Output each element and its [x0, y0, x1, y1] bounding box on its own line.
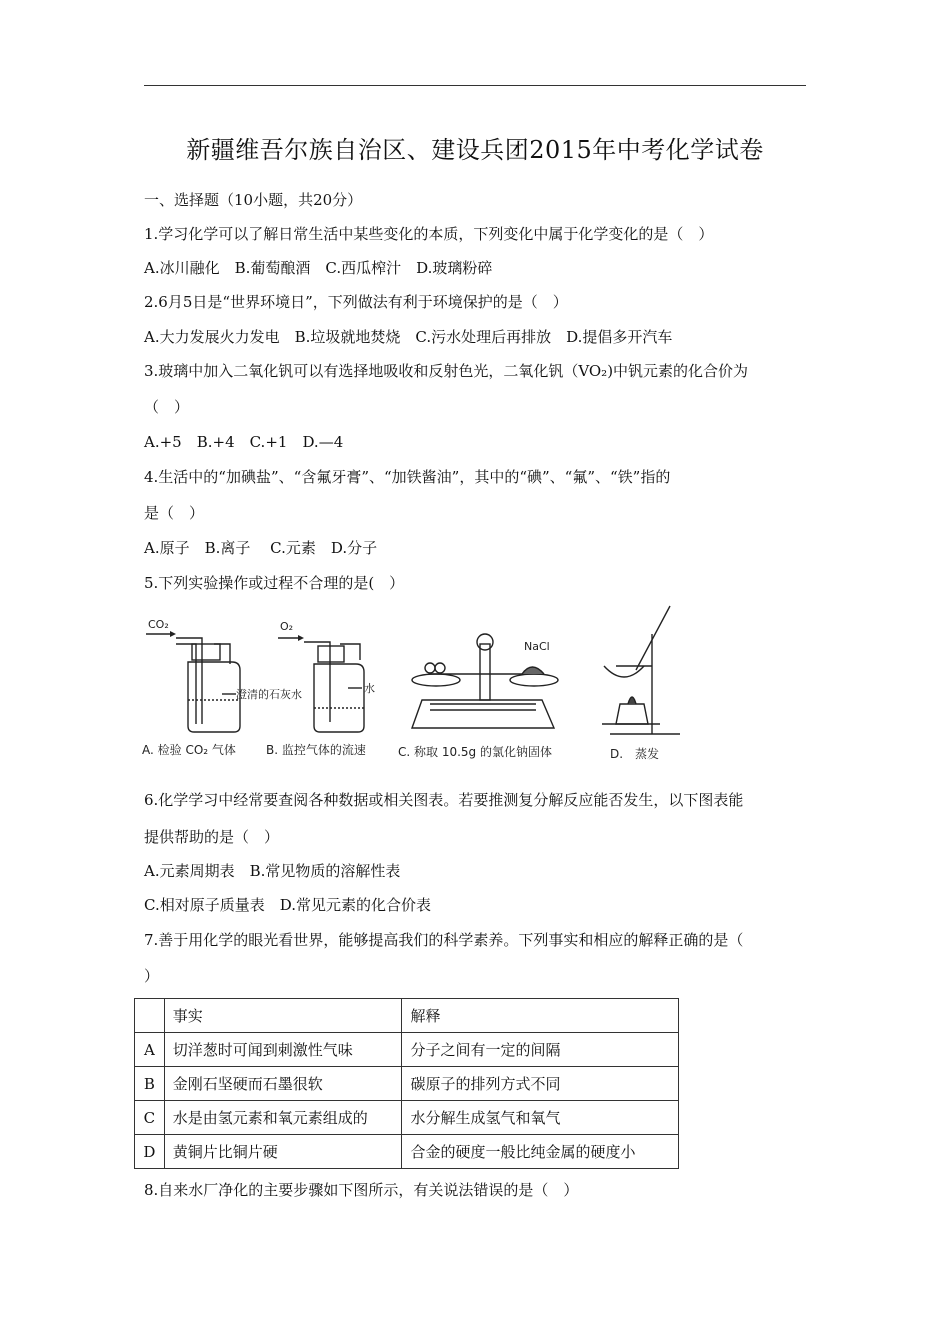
- row-explanation: 合金的硬度一般比纯金属的硬度小: [402, 1135, 679, 1169]
- row-letter: A: [135, 1033, 165, 1067]
- q5-apparatus-figure: [140, 604, 700, 772]
- row-letter: D: [135, 1135, 165, 1169]
- table-header-row: [135, 999, 679, 1033]
- q7-stem: 7.善于用化学的眼光看世界，能够提高我们的科学素养。下列事实和相应的解释正确的是（: [144, 931, 744, 949]
- label-nacl: NaCl: [524, 640, 550, 653]
- row-fact: 水是由氢元素和氧元素组成的: [164, 1101, 402, 1135]
- q1-stem: 1.学习化学可以了解日常生活中某些变化的本质，下列变化中属于化学变化的是（ ）: [144, 225, 714, 243]
- table-header-cell: 解释: [402, 999, 679, 1033]
- label-water: 水: [364, 682, 375, 695]
- q3-stem: 3.玻璃中加入二氧化钒可以有选择地吸收和反射色光，二氧化钒（VO₂)中钒元素的化合价为: [144, 362, 749, 380]
- q6-options-2: C.相对原子质量表 D.常见元素的化合价表: [144, 896, 431, 914]
- apparatus-c: [412, 634, 558, 728]
- table-row: [135, 1067, 679, 1101]
- label-limewater: 澄清的石灰水: [236, 688, 302, 701]
- q2-stem: 2.6月5日是“世界环境日”，下列做法有利于环境保护的是（ ）: [144, 293, 568, 311]
- caption-c: C. 称取 10.5g 的氯化钠固体: [398, 745, 552, 759]
- table-row: [135, 1033, 679, 1067]
- row-fact: 黄铜片比铜片硬: [164, 1135, 402, 1169]
- q7-stem-cont: ）: [144, 967, 160, 985]
- row-fact: 切洋葱时可闻到刺激性气味: [164, 1033, 402, 1067]
- caption-b: B. 监控气体的流速: [266, 743, 366, 757]
- gas-label-b: O₂: [280, 620, 294, 633]
- apparatus-d: [602, 606, 680, 734]
- table-header-cell: [135, 999, 165, 1033]
- table-row: [135, 1101, 679, 1135]
- caption-a: A. 检验 CO₂ 气体: [142, 743, 236, 757]
- gas-label-a: CO₂: [148, 618, 169, 631]
- row-explanation: 碳原子的排列方式不同: [402, 1067, 679, 1101]
- q3-options: A.+5 B.+4 C.+1 D.—4: [144, 433, 344, 451]
- q5-stem: 5.下列实验操作或过程不合理的是( ）: [144, 574, 405, 592]
- row-letter: C: [135, 1101, 165, 1135]
- apparatus-b: [278, 620, 375, 732]
- row-explanation: 分子之间有一定的间隔: [402, 1033, 679, 1067]
- q1-options: A.冰川融化 B.葡萄酿酒 C.西瓜榨汁 D.玻璃粉碎: [144, 259, 493, 277]
- table-row: [135, 1135, 679, 1169]
- q4-stem: 4.生活中的“加碘盐”、“含氟牙膏”、“加铁酱油”，其中的“碘”、“氟”、“铁”指的: [144, 468, 671, 486]
- q4-stem-cont: 是（ ）: [144, 504, 205, 522]
- row-letter: B: [135, 1067, 165, 1101]
- header-rule: [144, 85, 806, 86]
- q4-options: A.原子 B.离子 C.元素 D.分子: [144, 539, 378, 557]
- exam-title: 新疆维吾尔族自治区、建设兵团2015年中考化学试卷: [186, 136, 764, 164]
- q8-stem: 8.自来水厂净化的主要步骤如下图所示，有关说法错误的是（ ）: [144, 1181, 579, 1199]
- q6-stem-cont: 提供帮助的是（ ）: [144, 828, 280, 846]
- caption-d: D. 蒸发: [610, 747, 660, 761]
- q2-options: A.大力发展火力发电 B.垃圾就地焚烧 C.污水处理后再排放 D.提倡多开汽车: [144, 328, 673, 346]
- apparatus-a: [146, 618, 302, 732]
- q3-stem-cont: （ ）: [144, 398, 190, 416]
- q6-options-1: A.元素周期表 B.常见物质的溶解性表: [144, 862, 401, 880]
- section-heading: 一、选择题（10小题，共20分）: [144, 191, 363, 209]
- row-fact: 金刚石坚硬而石墨很软: [164, 1067, 402, 1101]
- q6-stem: 6.化学学习中经常要查阅各种数据或相关图表。若要推测复分解反应能否发生，以下图表能: [144, 791, 744, 809]
- row-explanation: 水分解生成氢气和氧气: [402, 1101, 679, 1135]
- table-header-cell: 事实: [164, 999, 402, 1033]
- q7-facts-table: [134, 998, 679, 1169]
